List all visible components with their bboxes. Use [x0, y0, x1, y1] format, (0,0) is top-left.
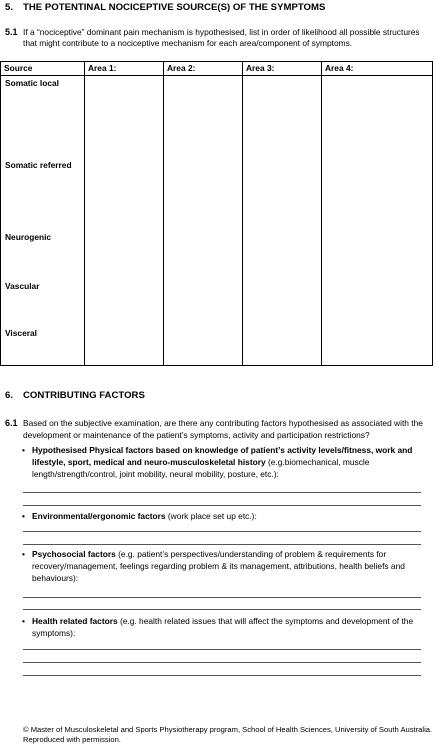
area-2-cell[interactable] [164, 75, 243, 365]
header-area-1: Area 1: [85, 62, 164, 76]
section-6-number: 6. [5, 390, 14, 401]
section-6-title: CONTRIBUTING FACTORS [23, 390, 145, 401]
answer-line[interactable] [23, 531, 421, 532]
physical-factors-line-2 [32, 457, 432, 469]
row-label-vascular: Vascular [5, 281, 40, 291]
environmental-factors-line [32, 511, 432, 523]
row-label-neurogenic: Neurogenic [5, 232, 52, 242]
health-factors-bold: Health related factors [32, 616, 118, 626]
answer-line[interactable] [23, 609, 421, 610]
psychosocial-factors-line-2: recovery/management, feelings regarding problem & its management, attributions, health beliefs and [32, 560, 405, 571]
psychosocial-factors-bold: Psychosocial factors [32, 549, 116, 559]
answer-line[interactable] [23, 505, 421, 506]
bullet-physical-factors [22, 445, 432, 481]
header-area-2: Area 2: [164, 62, 243, 76]
header-area-3: Area 3: [243, 62, 322, 76]
bullet-dot: • [22, 445, 25, 455]
area-1-cell[interactable] [85, 75, 164, 365]
intro-line-2: development or maintenance of the patient’s symptoms, activity and participation restrictions? [23, 429, 370, 440]
row-label-somatic-referred: Somatic referred [5, 160, 72, 170]
answer-line[interactable] [23, 597, 421, 598]
bullet-dot: • [22, 616, 25, 626]
psychosocial-factors-line-3: behaviours): [32, 572, 79, 583]
health-factors-line-1 [32, 616, 432, 628]
bullet-health-related-factors [22, 616, 432, 640]
answer-line[interactable] [23, 544, 421, 545]
health-factors-detail: (e.g. health related issues that will affect the symptoms and development of the [117, 616, 414, 626]
subsection-6-1-intro [23, 418, 433, 442]
intro-line-2: that might contribute to a nociceptive mechanism for each area/component of symptoms. [23, 37, 353, 48]
answer-line[interactable] [23, 662, 421, 663]
subsection-6-1-number: 6.1 [5, 418, 18, 428]
bullet-environmental-factors [22, 511, 432, 523]
copyright-footer [23, 725, 433, 746]
area-4-cell[interactable] [322, 75, 433, 365]
answer-line[interactable] [23, 492, 421, 493]
psychosocial-factors-line-1 [32, 549, 432, 561]
health-factors-line-2: symptoms): [32, 627, 76, 638]
intro-line-1: Based on the subjective examination, are there any contributing factors hypothesised as associated with the [23, 418, 423, 428]
answer-line[interactable] [23, 649, 421, 650]
bullet-psychosocial-factors [22, 549, 432, 585]
copyright-line-2: Reproduced with permission. [23, 735, 121, 745]
row-label-visceral: Visceral [5, 328, 37, 338]
section-5-title: THE POTENTINAL NOCICEPTIVE SOURCE(S) OF THE SYMPTOMS [23, 2, 326, 13]
row-label-somatic-local: Somatic local [5, 78, 59, 88]
physical-factors-detail: (e.g.biomechanical, muscle [265, 456, 370, 467]
header-area-4: Area 4: [322, 62, 433, 76]
psychosocial-factors-detail: (e.g. patient’s perspectives/understanding of problem & requirements for [115, 549, 387, 559]
environmental-factors-bold: Environmental/ergonomic factors [32, 511, 166, 521]
copyright-line-1: © Master of Musculoskeletal and Sports Physiotherapy program, School of Health Sciences, University of South Australia. [23, 725, 433, 734]
subsection-5-1-intro [23, 27, 433, 49]
physical-factors-line-3: length/strength/control, joint mobility, neural mobility, posture, etc.): [32, 468, 279, 479]
table-header-row [1, 62, 433, 76]
bullet-dot: • [22, 511, 25, 521]
table-body-row [1, 75, 433, 365]
physical-factors-bold: lifestyle, sport, medical and neuro-musculoskeletal history [32, 456, 266, 467]
physical-factors-line-1: Hypothesised Physical factors based on knowledge of patient’s activity levels/fitness, work and [32, 445, 413, 455]
bullet-dot: • [22, 549, 25, 559]
section-5-number: 5. [5, 2, 14, 13]
subsection-5-1-number: 5.1 [5, 27, 18, 37]
header-source: Source [1, 62, 85, 76]
environmental-factors-detail: (work place set up etc.): [165, 511, 257, 521]
answer-line[interactable] [23, 675, 421, 676]
area-3-cell[interactable] [243, 75, 322, 365]
nociceptive-source-table [0, 61, 433, 366]
intro-line-1: If a “nociceptive” dominant pain mechanism is hypothesised, list in order of likelihood all possible structures [23, 27, 420, 37]
source-column-cell [1, 75, 85, 365]
